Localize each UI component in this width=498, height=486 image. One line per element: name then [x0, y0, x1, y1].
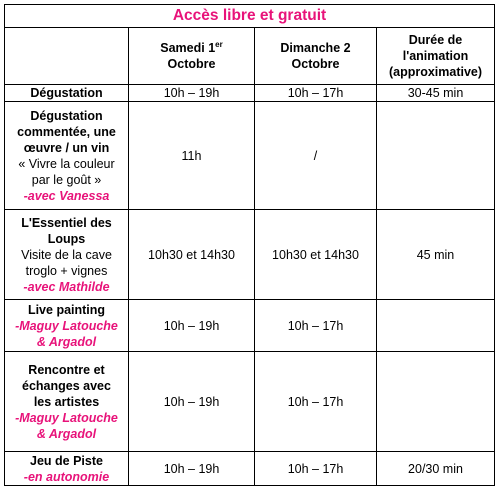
activity-line: œuvre / un vin — [23, 140, 110, 155]
table-row — [5, 452, 495, 486]
table-row — [5, 300, 495, 352]
activity-line: par le goût » — [31, 172, 102, 187]
table-row — [5, 85, 495, 102]
activity-line: échanges avec — [22, 378, 111, 393]
activity-host: -en autonomie — [23, 469, 110, 484]
saturday-time-cell: 10h30 et 14h30 — [129, 210, 255, 300]
duration-cell: 30-45 min — [377, 85, 495, 102]
activity-host: -avec Mathilde — [23, 279, 110, 294]
activity-line: « Vivre la couleur — [18, 156, 115, 171]
activity-cell — [5, 300, 129, 352]
schedule-table — [4, 4, 495, 486]
sunday-time-cell: 10h – 17h — [255, 452, 377, 486]
activity-host: -Maguy Latouche — [15, 318, 118, 333]
activity-cell — [5, 102, 129, 210]
sunday-time-cell: 10h – 17h — [255, 352, 377, 452]
activity-line: Dégustation — [30, 108, 103, 123]
activity-line: Jeu de Piste — [30, 453, 103, 468]
header-sunday: Dimanche 2 Octobre — [255, 28, 377, 85]
saturday-time-cell: 10h – 19h — [129, 300, 255, 352]
sunday-time-cell: 10h – 17h — [255, 300, 377, 352]
activity-cell — [5, 85, 129, 102]
sunday-time-cell: / — [255, 102, 377, 210]
sunday-time-cell: 10h – 17h — [255, 85, 377, 102]
activity-line: les artistes — [33, 394, 100, 409]
table-row — [5, 352, 495, 452]
activity-host: -avec Vanessa — [23, 188, 110, 203]
activity-line: Live painting — [27, 302, 106, 317]
header-saturday: Samedi 1er Octobre — [129, 28, 255, 85]
activity-line: L'Essentiel des — [21, 215, 112, 230]
sunday-time-cell: 10h30 et 14h30 — [255, 210, 377, 300]
table-row — [5, 210, 495, 300]
activity-line: commentée, une — [17, 124, 116, 139]
header-duration: Durée de l'animation (approximative) — [377, 28, 495, 85]
saturday-time-cell: 10h – 19h — [129, 452, 255, 486]
activity-host: & Argadol — [36, 426, 97, 441]
header-empty — [5, 28, 129, 85]
duration-cell: 20/30 min — [377, 452, 495, 486]
activity-line: Visite de la cave — [21, 247, 112, 262]
saturday-time-cell: 10h – 19h — [129, 85, 255, 102]
activity-cell — [5, 210, 129, 300]
activity-cell — [5, 352, 129, 452]
saturday-time-cell: 10h – 19h — [129, 352, 255, 452]
activity-host: -Maguy Latouche — [15, 410, 118, 425]
activity-line: Dégustation — [30, 86, 103, 100]
duration-cell — [377, 102, 495, 210]
duration-cell — [377, 300, 495, 352]
activity-line: troglo + vignes — [25, 263, 108, 278]
activity-line: Loups — [47, 231, 86, 246]
saturday-time-cell: 11h — [129, 102, 255, 210]
duration-cell: 45 min — [377, 210, 495, 300]
activity-line: Rencontre et — [28, 362, 105, 377]
duration-cell — [377, 352, 495, 452]
table-row — [5, 102, 495, 210]
activity-host: & Argadol — [36, 334, 97, 349]
activity-cell — [5, 452, 129, 486]
title-cell — [5, 5, 495, 28]
table-title: Accès libre et gratuit — [172, 7, 327, 24]
